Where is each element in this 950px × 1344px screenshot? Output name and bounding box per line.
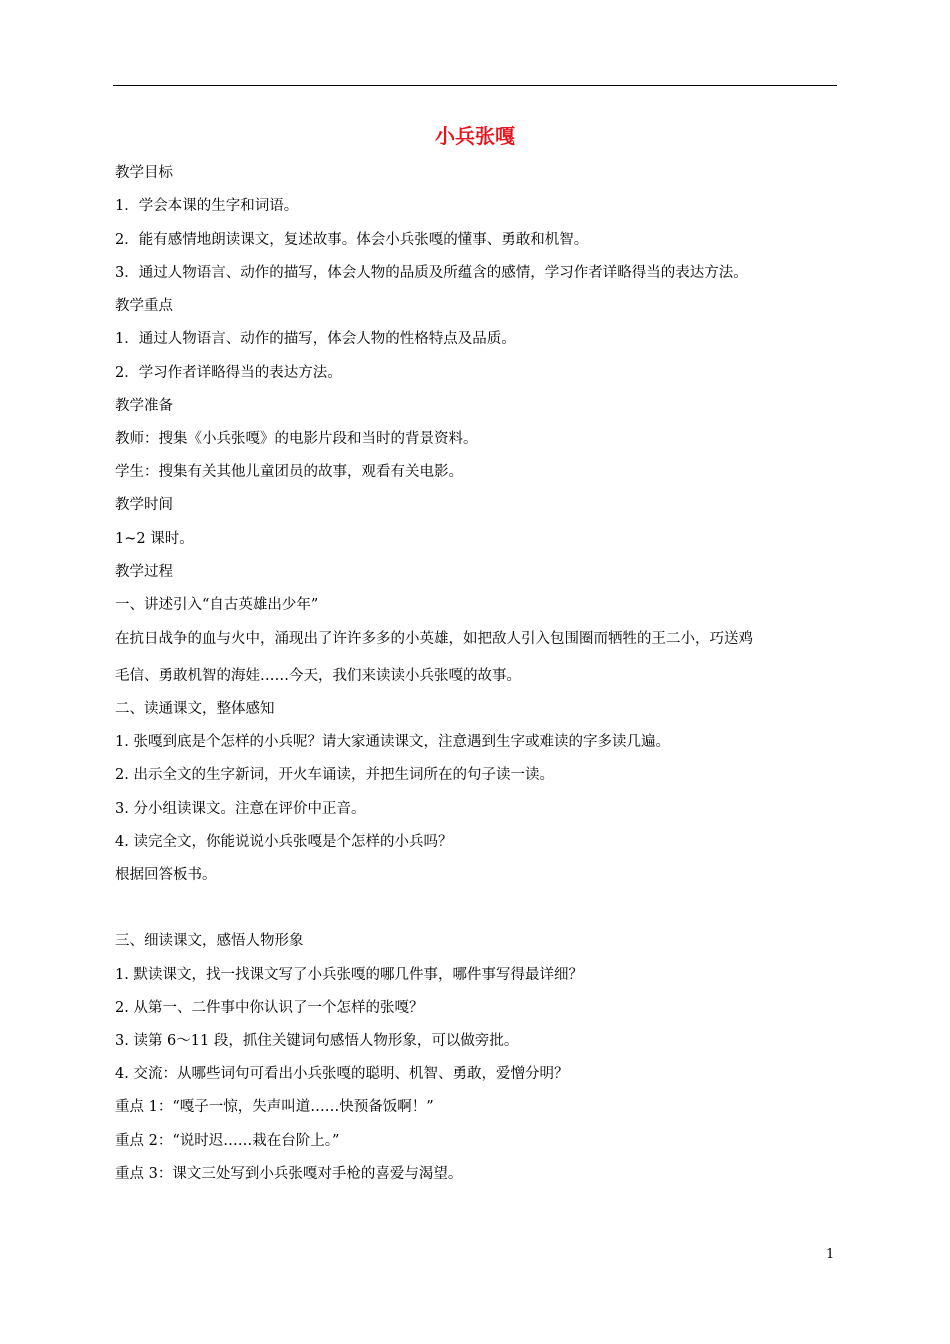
text-line: 二、读通课文，整体感知 [115, 701, 275, 717]
text-line: 1. 默读课文，找一找课文写了小兵张嘎的哪几件事，哪件事写得最详细？ [115, 967, 583, 983]
text-line: 教学目标 [115, 165, 173, 181]
text-line: 1．学会本课的生字和词语。 [115, 198, 299, 214]
text-line: 学生：搜集有关其他儿童团员的故事，观看有关电影。 [115, 464, 463, 480]
document-title: 小兵张嘎 [435, 124, 515, 148]
text-line: 3．通过人物语言、动作的描写，体会人物的品质及所蕴含的感情，学习作者详略得当的表达方法。 [115, 265, 748, 281]
text-line: 教学重点 [115, 298, 173, 314]
text-line: 1．通过人物语言、动作的描写，体会人物的性格特点及品质。 [115, 331, 516, 347]
text-line: 2．能有感情地朗读课文，复述故事。体会小兵张嘎的懂事、勇敢和机智。 [115, 232, 589, 248]
text-line: 4. 读完全文，你能说说小兵张嘎是个怎样的小兵吗？ [115, 834, 453, 850]
text-line: 三、细读课文，感悟人物形象 [115, 933, 304, 949]
text-line: 1. 张嘎到底是个怎样的小兵呢？请大家通读课文，注意遇到生字或难读的字多读几遍。 [115, 734, 670, 750]
text-line: 教学时间 [115, 497, 173, 513]
page-number: 1 [826, 1247, 835, 1262]
text-line: 2. 出示全文的生字新词，开火车诵读，并把生词所在的句子读一读。 [115, 767, 554, 783]
text-line: 重点 2：“说时迟……栽在台阶上。” [115, 1133, 340, 1149]
text-line: 教学过程 [115, 564, 173, 580]
text-line: 2. 从第一、二件事中你认识了一个怎样的张嘎？ [115, 1000, 424, 1016]
text-line: 3. 读第 6～11 段，抓住关键词句感悟人物形象，可以做旁批。 [115, 1033, 519, 1049]
text-line: 一、讲述引入“自古英雄出少年” [115, 597, 319, 613]
text-line: 3. 分小组读课文。注意在评价中正音。 [115, 801, 366, 817]
text-line: 1~2 课时。 [115, 531, 194, 547]
text-line: 教师：搜集《小兵张嘎》的电影片段和当时的背景资料。 [115, 431, 478, 447]
text-line: 重点 1：“嘎子一惊，失声叫道……快预备饭啊！” [115, 1099, 434, 1115]
text-line: 在抗日战争的血与火中，涌现出了许许多多的小英雄，如把敌人引入包围圈而牺牲的王二小，巧送鸡 [115, 631, 753, 647]
header-rule [113, 85, 837, 86]
text-line: 2．学习作者详略得当的表达方法。 [115, 365, 342, 381]
text-line: 重点 3：课文三处写到小兵张嘎对手枪的喜爱与渴望。 [115, 1166, 463, 1182]
text-line: 根据回答板书。 [115, 867, 217, 883]
text-line: 毛信、勇敢机智的海娃……今天，我们来读读小兵张嘎的故事。 [115, 668, 521, 684]
text-line: 4. 交流：从哪些词句可看出小兵张嘎的聪明、机智、勇敢，爱憎分明？ [115, 1066, 569, 1082]
text-line: 教学准备 [115, 398, 173, 414]
